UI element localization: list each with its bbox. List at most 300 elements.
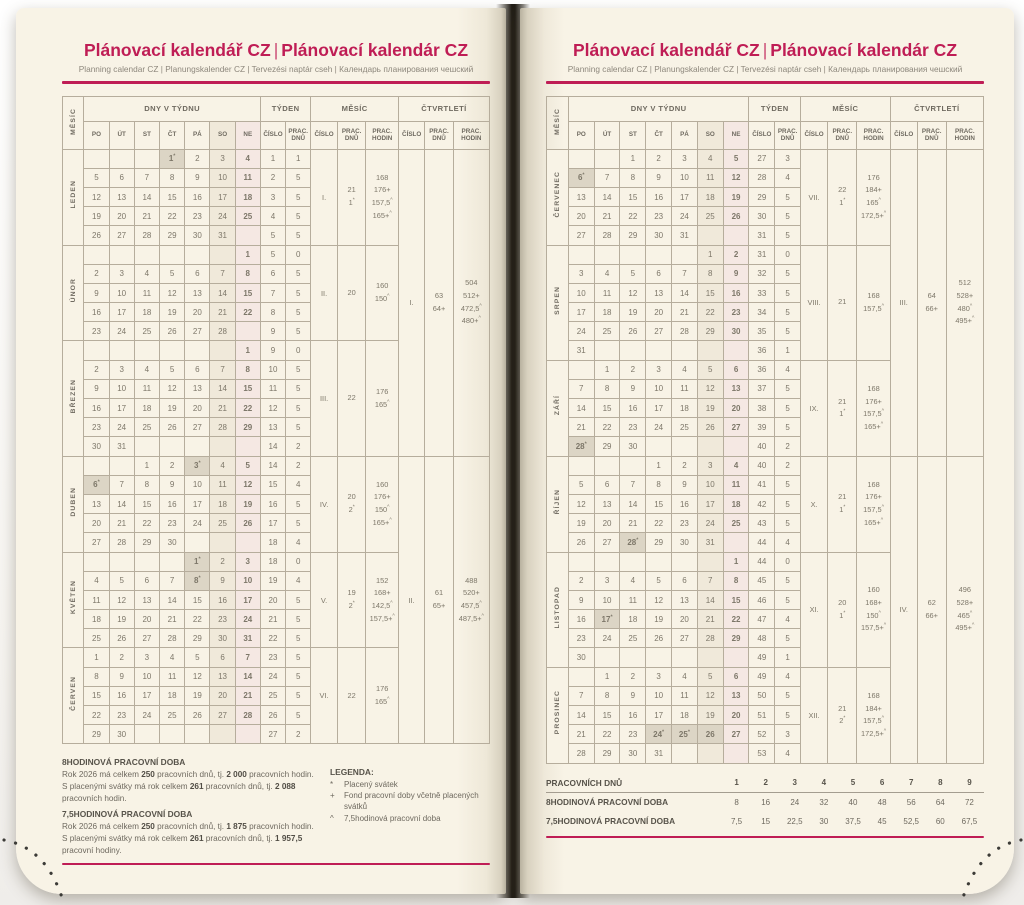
day-cell: 18 [620,610,646,629]
day-cell: 29 [723,629,749,648]
day-cell [160,437,185,456]
day-cell: 27 [568,226,594,245]
hours-value: 48 [877,797,887,807]
hours-value: 8 [734,797,739,807]
workday-summary [62,753,324,857]
header-quarter-number: ČÍSLO [890,121,917,149]
day-cell: 6* [84,475,109,494]
week-number: 51 [749,706,775,725]
day-cell: 19 [723,187,749,206]
month-hours [366,552,398,648]
stat-line: 1* [839,504,846,515]
header-quarter-workdays: PRAC. DNŮ [425,121,453,149]
footnote-mark: ^ [881,715,884,722]
day-cell [723,437,749,456]
header-week-group: TÝDEN [749,96,801,121]
day-cell: 18 [134,303,159,322]
day-cell [697,552,723,571]
day-cell [594,552,620,571]
day-cell: 31 [672,226,698,245]
day-cell: 12 [84,187,109,206]
day-cell: 20 [723,399,749,418]
week-workdays: 5 [286,379,311,398]
day-cell [109,552,134,571]
header-week-number: ČÍSLO [749,121,775,149]
day-cell: 8 [646,475,672,494]
hours-value: 16 [761,797,771,807]
week-workdays: 1 [286,149,311,168]
day-cell: 2 [646,149,672,168]
week-workdays: 4 [775,744,801,763]
stat-line: 150^ [866,610,881,620]
hours-count: 9 [967,778,972,788]
day-cell: 17 [134,686,159,705]
day-cell: 20 [109,207,134,226]
day-cell [594,149,620,168]
footnote-mark: ^ [392,613,395,620]
day-cell: 14 [672,283,698,302]
week-number: 9 [260,341,285,360]
quarter-workdays [425,149,453,456]
week-number: 28 [749,168,775,187]
header-day-so: SO [210,121,235,149]
day-cell [160,725,185,744]
day-cell: 16 [109,686,134,705]
stat-line: 157,5^ [863,715,884,726]
day-cell: 20 [672,610,698,629]
hours-row [546,812,984,831]
day-cell: 13 [646,283,672,302]
day-cell: 7 [620,475,646,494]
workday-line [62,833,324,858]
day-cell: 30 [723,322,749,341]
day-cell: 15 [697,283,723,302]
day-cell [109,456,134,475]
header-month-group: MĚSÍC [311,96,399,121]
day-cell: 18 [672,399,698,418]
day-cell: 10 [568,283,594,302]
stat-line: 512 [958,278,971,288]
day-cell: 7 [568,379,594,398]
header-month-number: ČÍSLO [311,121,338,149]
day-cell: 11 [134,283,159,302]
day-cell: 2 [160,456,185,475]
day-cell [160,245,185,264]
title-separator: | [273,40,279,60]
day-cell: 15 [235,283,260,302]
week-row [63,149,490,168]
page-subtitle: Planning calendar CZ | Planungskalender CZ | Tervezési naptár cseh | Календарь планирования чешский [78,64,474,74]
day-cell: 23 [84,322,109,341]
day-cell: 21 [697,610,723,629]
day-cell: 2 [620,667,646,686]
day-cell [620,552,646,571]
day-cell: 31 [210,226,235,245]
footnote-mark: * [352,600,355,607]
day-cell: 10 [646,379,672,398]
month-name [63,456,84,552]
day-cell: 28 [594,226,620,245]
day-cell: 9 [160,475,185,494]
day-cell: 3 [672,149,698,168]
day-cell [84,552,109,571]
footnote-mark: ^ [389,517,392,524]
footnote-mark: ^ [478,315,481,322]
day-cell: 14 [697,590,723,609]
text-segment: pracovních dnů, tj. [154,821,227,831]
week-workdays: 2 [286,437,311,456]
day-cell [672,648,698,667]
day-cell: 3 [210,149,235,168]
day-cell [210,437,235,456]
day-cell: 16 [185,187,210,206]
day-cell: 10 [235,571,260,590]
day-cell: 8 [697,264,723,283]
stat-line: 472,5^ [460,303,482,313]
day-cell: 24 [134,706,159,725]
day-cell [210,725,235,744]
day-cell: 13 [185,283,210,302]
stat-line: 157,5^ [863,504,884,515]
stat-line: 496 [958,585,971,595]
day-cell [672,341,698,360]
stat-line: 465^ [957,610,973,620]
day-cell: 22 [235,399,260,418]
day-cell: 26 [568,533,594,552]
day-cell: 13 [109,187,134,206]
day-cell: 6 [723,360,749,379]
week-workdays: 5 [286,283,311,302]
stat-line: 165+^ [372,210,392,220]
day-cell: 12 [697,686,723,705]
day-cell: 27 [185,418,210,437]
week-number: 35 [749,322,775,341]
month-name-label: ZÁŘÍ [553,395,561,416]
day-cell: 29 [620,226,646,245]
day-cell: 6 [723,667,749,686]
footnote-mark: ^ [390,600,393,607]
day-cell: 2 [109,648,134,667]
day-cell: 20 [723,706,749,725]
month-hours [857,360,890,456]
week-workdays: 5 [286,360,311,379]
month-hours [857,245,890,360]
day-cell: 3 [646,667,672,686]
day-cell: 19 [697,706,723,725]
header-day-ne: NE [723,121,749,149]
header-week-workdays: PRAC. DNŮ [775,121,801,149]
day-cell: 9 [84,379,109,398]
day-cell: 25 [594,322,620,341]
calendar-table-jul-dec [546,96,984,764]
day-cell: 8 [594,379,620,398]
day-cell: 1 [235,341,260,360]
week-number: 24 [260,667,285,686]
week-number: 18 [260,552,285,571]
day-cell: 15 [594,399,620,418]
week-workdays: 2 [775,437,801,456]
header-month-column-label: MĚSÍC [553,108,561,136]
footnote-mark: * [173,153,176,160]
day-cell: 27 [210,706,235,725]
day-cell: 30 [210,629,235,648]
day-cell: 30 [672,533,698,552]
week-number: 45 [749,571,775,590]
quarter-hours [453,456,489,744]
day-cell: 16 [160,494,185,513]
month-name [63,648,84,744]
day-cell: 10 [672,168,698,187]
legend-title: LEGENDA: [330,767,374,778]
stat-line: 168 [867,291,880,301]
stat-line: 20 [347,492,356,502]
hours-value: 40 [848,797,858,807]
day-cell: 3 [109,264,134,283]
day-cell [235,533,260,552]
stat-line: 20 [347,287,356,297]
day-cell: 14 [235,667,260,686]
day-cell: 14 [210,283,235,302]
hours-value: 30 [819,816,829,826]
day-cell: 17 [568,303,594,322]
day-cell: 29 [235,418,260,437]
week-workdays: 5 [775,399,801,418]
day-cell: 9 [672,475,698,494]
hours-value: 15 [761,816,771,826]
header-month-group: MĚSÍC [801,96,891,121]
week-number: 40 [749,437,775,456]
footnote-mark: ^ [387,504,390,511]
text-segment: pracovních hodin. [62,794,127,804]
month-workdays [337,456,366,552]
day-cell: 28 [210,418,235,437]
text-segment: pracovních dnů, tj. [203,833,275,843]
hours-value: 22,5 [786,816,803,826]
text-segment: S placenými svátky má rok celkem [62,781,190,791]
header-days-group: DNY V TÝDNU [84,96,261,121]
week-workdays: 4 [775,168,801,187]
week-number: 23 [260,648,285,667]
day-cell: 30 [109,725,134,744]
day-cell [646,341,672,360]
day-cell: 8 [134,475,159,494]
week-number: 18 [260,533,285,552]
stat-line: 168 [867,479,880,489]
week-number: 50 [749,686,775,705]
day-cell: 27 [723,418,749,437]
footnote-mark: ^ [878,197,881,204]
stat-line: 1* [348,197,355,208]
title-cz: Plánovací kalendář CZ [83,40,271,60]
stat-line: 150^ [374,293,390,303]
quarter-workdays [917,149,946,456]
week-number: 53 [749,744,775,763]
footnote-mark: ^ [881,303,884,310]
week-number: 27 [749,149,775,168]
month-name [63,341,84,456]
stat-line: 512+ [462,291,480,301]
stat-line: 65+ [432,601,446,610]
month-name [547,360,569,456]
day-cell: 14 [160,590,185,609]
day-cell: 30 [620,744,646,763]
month-hours [857,456,890,552]
day-cell: 18 [84,610,109,629]
week-workdays: 5 [286,399,311,418]
month-hours [366,648,398,744]
footnote-mark: ^ [390,197,393,204]
day-cell: 19 [84,207,109,226]
week-workdays: 1 [775,341,801,360]
hours-count: 7 [908,778,914,788]
day-cell: 6 [210,648,235,667]
stat-line: 157,5+^ [369,613,395,623]
day-cell: 13 [134,590,159,609]
day-cell: 25 [210,514,235,533]
day-cell: 23 [620,418,646,437]
day-cell [84,456,109,475]
text-segment: 2 000 [226,769,247,779]
day-cell [723,648,749,667]
stat-line: 2* [348,600,355,610]
day-cell: 1 [723,552,749,571]
day-cell: 22 [620,207,646,226]
day-cell: 4 [210,456,235,475]
month-workdays [828,456,857,552]
week-workdays: 4 [286,475,311,494]
stat-line: 520+ [462,588,480,598]
stat-line: 152 [376,575,389,585]
day-cell: 22 [84,706,109,725]
page-title [62,40,490,61]
stat-line: 21 [838,396,847,406]
day-cell: 16 [620,399,646,418]
month-name-label: ČERVENEC [553,171,561,218]
stat-line: 1* [839,610,846,620]
perforation-dots-right [941,826,1024,905]
stat-line: 495+^ [955,622,975,633]
stat-line: 184+ [865,185,882,195]
week-number: 9 [260,322,285,341]
day-cell: 11 [723,475,749,494]
day-cell: 28 [672,322,698,341]
day-cell: 1 [697,245,723,264]
day-cell: 27 [594,533,620,552]
day-cell: 14 [210,379,235,398]
week-number: 36 [749,360,775,379]
month-name-label: ÚNOR [69,278,77,303]
footnote-mark: * [352,197,355,204]
week-workdays: 5 [286,514,311,533]
week-number: 32 [749,264,775,283]
day-cell: 12 [109,590,134,609]
stat-line: 168 [867,383,880,393]
day-cell: 1 [620,149,646,168]
day-cell: 7 [672,264,698,283]
day-cell [697,744,723,763]
week-number: 21 [260,610,285,629]
day-cell [134,725,159,744]
day-cell: 18 [210,494,235,513]
quarter-workdays [917,456,946,763]
day-cell: 3* [185,456,210,475]
day-cell [594,341,620,360]
day-cell: 24 [210,207,235,226]
working-hours-table [546,774,984,831]
workday-heading: 8HODINOVÁ PRACOVNÍ DOBA [62,757,186,768]
header-quarter-workdays: PRAC. DNŮ [917,121,946,149]
week-workdays: 5 [286,590,311,609]
day-cell: 29 [594,744,620,763]
week-workdays: 5 [286,706,311,725]
stat-line: 1* [839,408,846,419]
text-segment: Rok 2026 má celkem [62,769,142,779]
week-number: 31 [749,226,775,245]
day-cell: 23 [160,514,185,533]
month-workdays [337,341,366,456]
stat-line: 160 [867,585,880,595]
week-number: 5 [260,245,285,264]
hours-count: 1 [734,778,739,788]
header-quarter-group: ČTVRTLETÍ [398,96,489,121]
week-workdays: 5 [775,590,801,609]
header-day-pá: PÁ [185,121,210,149]
week-number: 2 [260,168,285,187]
day-cell: 8 [235,360,260,379]
text-segment: Rok 2026 má celkem [62,821,142,831]
week-number: 38 [749,399,775,418]
day-cell: 27 [84,533,109,552]
day-cell: 20 [568,207,594,226]
day-cell: 5 [84,168,109,187]
day-cell [235,725,260,744]
week-number: 44 [749,533,775,552]
day-cell: 7 [210,360,235,379]
stat-line: 19 [347,588,356,598]
week-workdays: 2 [775,456,801,475]
text-segment: pracovní hodiny. [62,846,122,856]
stat-line: 184+ [865,703,882,713]
day-cell: 3 [235,552,260,571]
text-segment: 2 088 [274,781,296,791]
day-cell: 4 [672,360,698,379]
day-cell: 21 [568,418,594,437]
day-cell: 12 [646,590,672,609]
week-workdays: 4 [286,571,311,590]
workday-heading: 7,5HODINOVÁ PRACOVNÍ DOBA [62,809,193,820]
day-cell: 25 [134,418,159,437]
stat-line: 168+ [373,588,391,598]
day-cell: 14 [134,187,159,206]
day-cell: 17 [109,303,134,322]
day-cell: 18 [160,686,185,705]
week-workdays: 5 [775,226,801,245]
day-cell: 11 [210,475,235,494]
day-cell: 30 [185,226,210,245]
day-cell: 9 [646,168,672,187]
day-cell: 1 [134,456,159,475]
day-cell: 4 [235,149,260,168]
stat-line: 176+ [373,185,391,195]
title-sk: Plánovací kalendár CZ [770,40,958,60]
footnote-mark: ^ [881,504,884,511]
week-workdays: 5 [775,207,801,226]
day-cell [84,149,109,168]
day-cell: 8 [235,264,260,283]
day-cell: 2 [84,360,109,379]
day-cell [568,456,594,475]
day-cell: 23 [723,303,749,322]
